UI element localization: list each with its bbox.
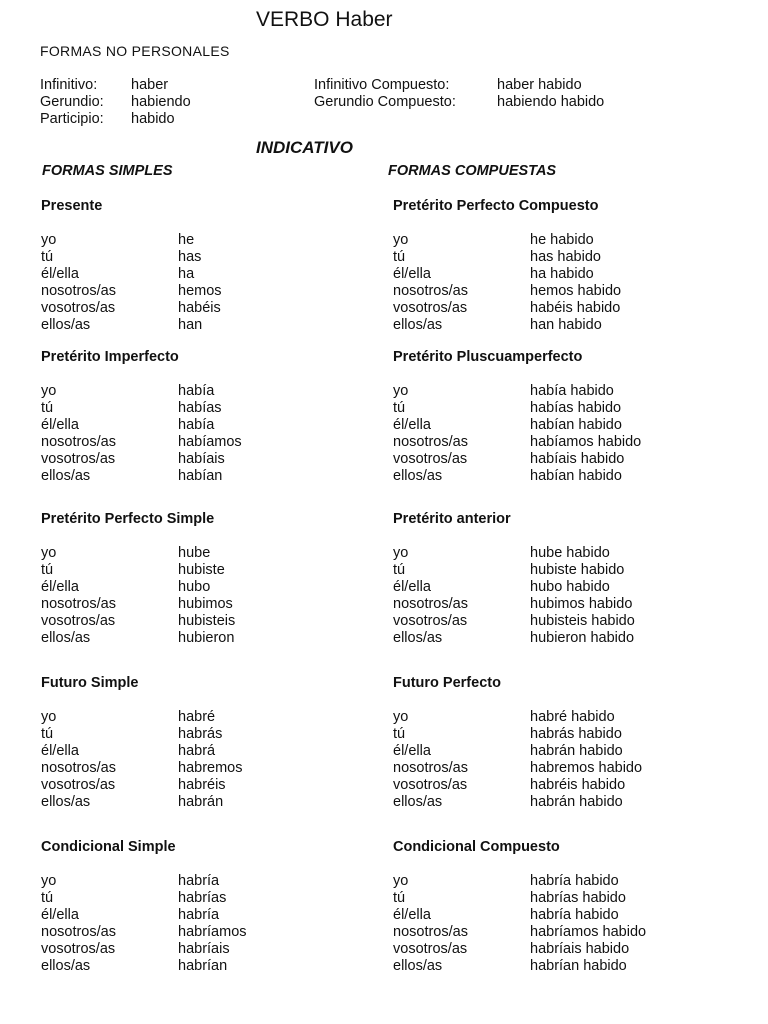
pronoun-cell: ellos/as <box>41 794 91 810</box>
verb-form-cell: habían habido <box>530 468 622 484</box>
pronoun-cell: nosotros/as <box>393 924 468 940</box>
verb-form-cell: habrán <box>178 794 224 810</box>
pronoun-cell: ellos/as <box>41 958 91 974</box>
pronoun-cell: vosotros/as <box>41 777 116 793</box>
pronoun-cell: él/ella <box>393 907 431 923</box>
pronoun-cell: él/ella <box>41 579 79 595</box>
pronoun-cell: él/ella <box>41 907 79 923</box>
pronoun-cell: ellos/as <box>41 468 91 484</box>
verb-form-cell: habrá <box>178 743 216 759</box>
pronoun-cell: ellos/as <box>393 630 443 646</box>
simple-forms-heading: FORMAS SIMPLES <box>42 163 173 179</box>
pronoun-cell: tú <box>41 400 54 416</box>
verb-form-cell: habéis <box>178 300 221 316</box>
verb-form-cell: hube <box>178 545 211 561</box>
verb-form-cell: han habido <box>530 317 602 333</box>
pronoun-cell: tú <box>393 249 406 265</box>
verb-form-cell: habían habido <box>530 417 622 433</box>
pronoun-cell: vosotros/as <box>393 777 468 793</box>
verb-form-cell: habíais habido <box>530 451 625 467</box>
verb-form-cell: hubieron habido <box>530 630 635 646</box>
verb-form-cell: habré habido <box>530 709 615 725</box>
pronoun-cell: nosotros/as <box>393 434 468 450</box>
infinitivo-compuesto-label: Infinitivo Compuesto: <box>314 77 450 93</box>
pronoun-cell: yo <box>41 873 57 889</box>
pronoun-cell: nosotros/as <box>41 924 116 940</box>
verb-form-cell: habría habido <box>530 907 619 923</box>
verb-form-cell: habrán habido <box>530 743 623 759</box>
simple-tense-title: Pretérito Perfecto Simple <box>41 511 215 527</box>
compound-tense-title: Condicional Compuesto <box>393 839 560 855</box>
verb-form-cell: habíais <box>178 451 225 467</box>
verb-form-cell: habremos <box>178 760 243 776</box>
pronoun-cell: tú <box>41 726 54 742</box>
pronoun-cell: él/ella <box>393 579 431 595</box>
pronoun-cell: ellos/as <box>393 468 443 484</box>
verb-form-cell: habrás habido <box>530 726 622 742</box>
verb-form-cell: habríamos habido <box>530 924 647 940</box>
pronoun-cell: nosotros/as <box>41 596 116 612</box>
verb-form-cell: habías habido <box>530 400 622 416</box>
verb-form-cell: habéis habido <box>530 300 621 316</box>
verb-form-cell: habían <box>178 468 223 484</box>
verb-form-cell: habréis habido <box>530 777 626 793</box>
pronoun-cell: yo <box>41 383 57 399</box>
verb-form-cell: he <box>178 232 195 248</box>
pronoun-cell: yo <box>393 232 409 248</box>
pronoun-cell: nosotros/as <box>41 760 116 776</box>
pronoun-cell: yo <box>393 545 409 561</box>
pronoun-cell: él/ella <box>393 417 431 433</box>
pronoun-cell: yo <box>393 873 409 889</box>
pronoun-cell: él/ella <box>41 417 79 433</box>
verb-form-cell: hubisteis <box>178 613 236 629</box>
pronoun-cell: vosotros/as <box>41 300 116 316</box>
verb-form-cell: hubiste habido <box>530 562 625 578</box>
gerundio-compuesto-value: habiendo habido <box>497 94 605 110</box>
pronoun-cell: nosotros/as <box>393 283 468 299</box>
infinitivo-compuesto-value: haber habido <box>497 77 582 93</box>
compound-tense-title: Pretérito anterior <box>393 511 511 527</box>
pronoun-cell: vosotros/as <box>393 451 468 467</box>
pronoun-cell: nosotros/as <box>393 760 468 776</box>
verb-form-cell: habríais <box>178 941 230 957</box>
simple-tense-title: Presente <box>41 198 103 214</box>
verb-form-cell: habrán habido <box>530 794 623 810</box>
pronoun-cell: tú <box>393 400 406 416</box>
verb-form-cell: hemos <box>178 283 222 299</box>
verb-form-cell: has <box>178 249 202 265</box>
compound-tense-title: Futuro Perfecto <box>393 675 501 691</box>
verb-form-cell: habíamos habido <box>530 434 642 450</box>
pronoun-cell: nosotros/as <box>41 283 116 299</box>
verb-form-cell: habríais habido <box>530 941 630 957</box>
verb-form-cell: has habido <box>530 249 601 265</box>
verb-form-cell: había <box>178 383 215 399</box>
verb-form-cell: ha <box>178 266 195 282</box>
pronoun-cell: yo <box>41 545 57 561</box>
pronoun-cell: ellos/as <box>41 630 91 646</box>
verb-form-cell: habrían <box>178 958 228 974</box>
pronoun-cell: tú <box>393 726 406 742</box>
verb-form-cell: hubiste <box>178 562 225 578</box>
infinitivo-value: haber <box>131 77 169 93</box>
pronoun-cell: nosotros/as <box>393 596 468 612</box>
simple-tense-title: Pretérito Imperfecto <box>41 349 179 365</box>
simple-tense-title: Condicional Simple <box>41 839 176 855</box>
verb-form-cell: habrías <box>178 890 227 906</box>
verb-form-cell: hubieron <box>178 630 235 646</box>
simple-tense-title: Futuro Simple <box>41 675 139 691</box>
pronoun-cell: tú <box>393 890 406 906</box>
verb-form-cell: habríamos <box>178 924 247 940</box>
verb-form-cell: habrás <box>178 726 223 742</box>
verb-form-cell: hubo habido <box>530 579 610 595</box>
verb-form-cell: hubimos habido <box>530 596 633 612</box>
verb-form-cell: habría <box>178 907 220 923</box>
pronoun-cell: tú <box>393 562 406 578</box>
verb-form-cell: habremos habido <box>530 760 643 776</box>
page-title: VERBO Haber <box>256 8 393 31</box>
pronoun-cell: ellos/as <box>393 958 443 974</box>
gerundio-label: Gerundio: <box>40 94 104 110</box>
pronoun-cell: vosotros/as <box>41 613 116 629</box>
pronoun-cell: él/ella <box>41 743 79 759</box>
verb-form-cell: hubimos <box>178 596 233 612</box>
verb-form-cell: habrías habido <box>530 890 626 906</box>
verb-form-cell: han <box>178 317 203 333</box>
verb-form-cell: hubo <box>178 579 211 595</box>
verb-form-cell: habré <box>178 709 216 725</box>
compound-tense-title: Pretérito Pluscuamperfecto <box>393 349 583 365</box>
participio-label: Participio: <box>40 111 104 127</box>
verb-form-cell: hube habido <box>530 545 610 561</box>
verb-form-cell: habría <box>178 873 220 889</box>
pronoun-cell: ellos/as <box>393 317 443 333</box>
pronoun-cell: yo <box>41 709 57 725</box>
pronoun-cell: nosotros/as <box>41 434 116 450</box>
mood-heading: INDICATIVO <box>256 138 353 157</box>
pronoun-cell: ellos/as <box>393 794 443 810</box>
pronoun-cell: él/ella <box>41 266 79 282</box>
pronoun-cell: vosotros/as <box>41 451 116 467</box>
pronoun-cell: vosotros/as <box>41 941 116 957</box>
pronoun-cell: yo <box>393 383 409 399</box>
gerundio-value: habiendo <box>131 94 191 110</box>
gerundio-compuesto-label: Gerundio Compuesto: <box>314 94 456 110</box>
verb-form-cell: ha habido <box>530 266 594 282</box>
verb-form-cell: hemos habido <box>530 283 622 299</box>
verb-form-cell: habías <box>178 400 222 416</box>
pronoun-cell: él/ella <box>393 743 431 759</box>
pronoun-cell: tú <box>41 562 54 578</box>
pronoun-cell: vosotros/as <box>393 300 468 316</box>
verb-form-cell: hubisteis habido <box>530 613 635 629</box>
verb-form-cell: he habido <box>530 232 594 248</box>
pronoun-cell: vosotros/as <box>393 613 468 629</box>
pronoun-cell: vosotros/as <box>393 941 468 957</box>
non-personal-forms-heading: FORMAS NO PERSONALES <box>40 43 230 59</box>
pronoun-cell: yo <box>41 232 57 248</box>
compound-forms-heading: FORMAS COMPUESTAS <box>388 163 557 179</box>
pronoun-cell: él/ella <box>393 266 431 282</box>
verb-form-cell: había <box>178 417 215 433</box>
verb-form-cell: habrían habido <box>530 958 627 974</box>
pronoun-cell: tú <box>41 890 54 906</box>
verb-form-cell: habréis <box>178 777 226 793</box>
verb-form-cell: habíamos <box>178 434 242 450</box>
pronoun-cell: ellos/as <box>41 317 91 333</box>
participio-value: habido <box>131 111 175 127</box>
pronoun-cell: tú <box>41 249 54 265</box>
compound-tense-title: Pretérito Perfecto Compuesto <box>393 198 599 214</box>
infinitivo-label: Infinitivo: <box>40 77 98 93</box>
verb-form-cell: había habido <box>530 383 614 399</box>
pronoun-cell: yo <box>393 709 409 725</box>
verb-form-cell: habría habido <box>530 873 619 889</box>
